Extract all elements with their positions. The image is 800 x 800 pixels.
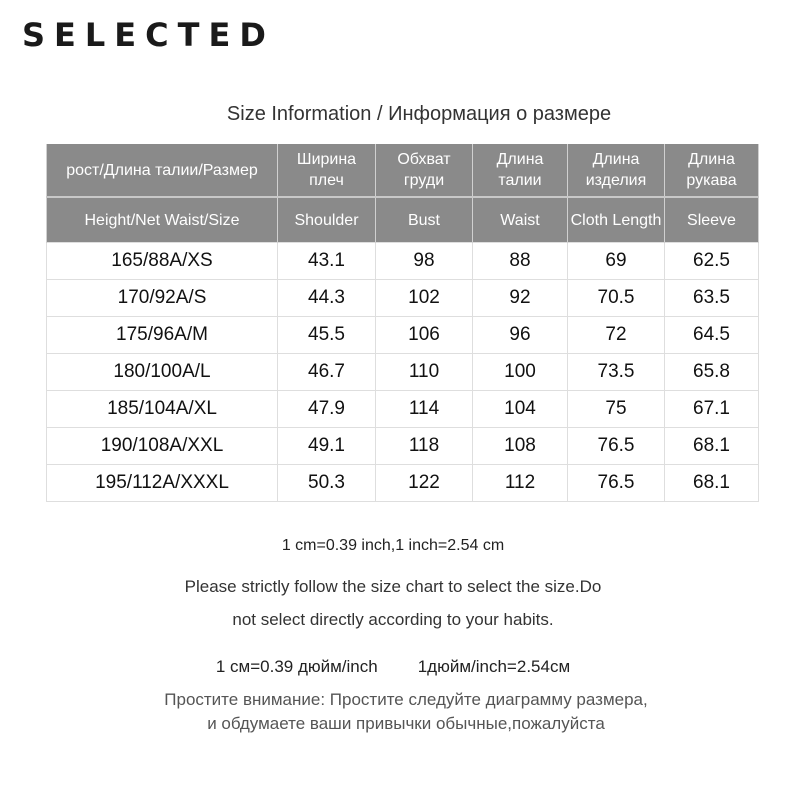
- table-cell: 165/88A/XS: [47, 243, 278, 280]
- table-cell: 195/112A/XXXL: [47, 465, 278, 502]
- page-title: Size Information / Информация о размере: [226, 103, 612, 125]
- advice-note-ru-line1: Простите внимание: Простите следуйте диаграмму размера,: [164, 690, 648, 709]
- conversion-note-en: 1 cm=0.39 inch,1 inch=2.54 cm: [281, 537, 505, 554]
- header-en-sleeve: Sleeve: [665, 197, 759, 243]
- table-row: [47, 428, 759, 465]
- conversion-ru-cm: 1 см=0.39 дюйм/inch: [215, 657, 378, 676]
- table-cell: 170/92A/S: [47, 280, 278, 317]
- brand-logo: SELECTED: [22, 16, 275, 54]
- table-cell: 114: [376, 391, 473, 428]
- header-ru-waist: Длина талии: [473, 144, 568, 197]
- table-row: [47, 391, 759, 428]
- header-en-size: Height/Net Waist/Size: [47, 197, 278, 243]
- table-cell: 106: [376, 317, 473, 354]
- table-cell: 72: [568, 317, 665, 354]
- conversion-ru-inch: 1дюйм/inch=2.54см: [417, 657, 571, 676]
- table-cell: 100: [473, 354, 568, 391]
- advice-note-ru-line2: и обдумаете ваши привычки обычные,пожалуйста: [207, 714, 605, 733]
- table-cell: 185/104A/XL: [47, 391, 278, 428]
- table-cell: 118: [376, 428, 473, 465]
- advice-note-en-line1: Please strictly follow the size chart to select the size.Do: [184, 577, 602, 596]
- table-cell: 175/96A/M: [47, 317, 278, 354]
- table-cell: 70.5: [568, 280, 665, 317]
- table-row: [47, 465, 759, 502]
- table-cell: 47.9: [278, 391, 376, 428]
- table-row: [47, 280, 759, 317]
- header-en-length: Cloth Length: [568, 197, 665, 243]
- table-cell: 112: [473, 465, 568, 502]
- table-row: [47, 354, 759, 391]
- table-cell: 75: [568, 391, 665, 428]
- table-cell: 108: [473, 428, 568, 465]
- table-cell: 102: [376, 280, 473, 317]
- header-row-en: [47, 197, 759, 243]
- header-ru-size: рост/Длина талии/Размер: [47, 144, 278, 197]
- table-cell: 76.5: [568, 465, 665, 502]
- table-cell: 64.5: [665, 317, 759, 354]
- table-row: [47, 243, 759, 280]
- table-cell: 43.1: [278, 243, 376, 280]
- size-table: [46, 144, 759, 502]
- conversion-note-ru: [0, 657, 786, 677]
- table-cell: 88: [473, 243, 568, 280]
- table-cell: 44.3: [278, 280, 376, 317]
- table-cell: 68.1: [665, 465, 759, 502]
- header-row-ru: [47, 144, 759, 197]
- table-cell: 98: [376, 243, 473, 280]
- table-cell: 68.1: [665, 428, 759, 465]
- table-cell: 104: [473, 391, 568, 428]
- table-cell: 62.5: [665, 243, 759, 280]
- table-cell: 69: [568, 243, 665, 280]
- header-en-shoulder: Shoulder: [278, 197, 376, 243]
- header-en-waist: Waist: [473, 197, 568, 243]
- table-cell: 122: [376, 465, 473, 502]
- table-cell: 180/100A/L: [47, 354, 278, 391]
- table-cell: 45.5: [278, 317, 376, 354]
- table-cell: 110: [376, 354, 473, 391]
- table-cell: 76.5: [568, 428, 665, 465]
- header-ru-length: Длина изделия: [568, 144, 665, 197]
- header-ru-sleeve: Длина рукава: [665, 144, 759, 197]
- table-cell: 190/108A/XXL: [47, 428, 278, 465]
- table-cell: 46.7: [278, 354, 376, 391]
- table-cell: 73.5: [568, 354, 665, 391]
- header-en-bust: Bust: [376, 197, 473, 243]
- advice-note-en-line2: not select directly according to your habits.: [232, 610, 554, 629]
- table-cell: 67.1: [665, 391, 759, 428]
- table-cell: 49.1: [278, 428, 376, 465]
- table-cell: 96: [473, 317, 568, 354]
- header-ru-bust: Обхват груди: [376, 144, 473, 197]
- table-cell: 92: [473, 280, 568, 317]
- table-cell: 50.3: [278, 465, 376, 502]
- table-cell: 63.5: [665, 280, 759, 317]
- table-cell: 65.8: [665, 354, 759, 391]
- header-ru-shoulder: Ширина плеч: [278, 144, 376, 197]
- table-row: [47, 317, 759, 354]
